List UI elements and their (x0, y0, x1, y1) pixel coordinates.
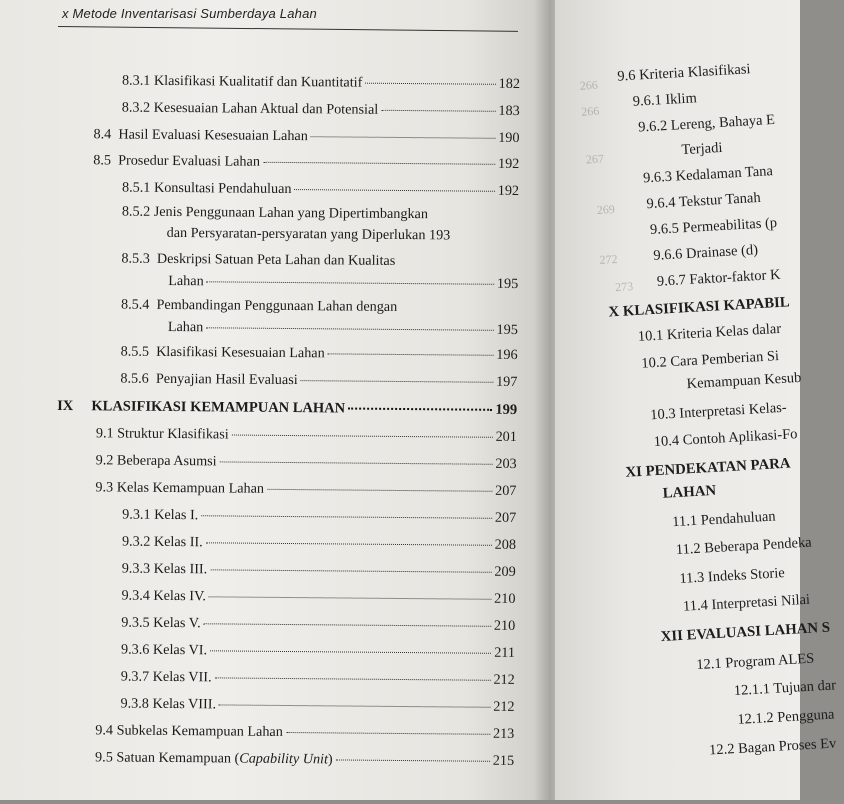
toc-entry: 9.3.4 Kelas IV. 210 (121, 587, 516, 607)
dot-leader (210, 569, 491, 572)
dot-leader (381, 110, 495, 112)
dot-leader (295, 189, 495, 192)
dot-leader (206, 542, 492, 545)
dot-leader (301, 380, 493, 383)
page-number: 195 (496, 321, 518, 339)
toc-entry: 9.3.2 Kelas II. 208 (121, 533, 517, 553)
dot-leader (311, 136, 495, 139)
toc-entry: 9.3.5 Kelas V. 210 (121, 614, 516, 634)
dot-leader (348, 408, 492, 411)
toc-entry: 9.6 Kriteria Klasifikasi (616, 61, 751, 85)
toc-entry-line: 8.5.2 Jenis Penggunaan Lahan yang Dipertimbangkan (121, 203, 429, 223)
bleed-through-number: 267 (585, 151, 605, 167)
toc-entry: Lahan 195 (167, 318, 518, 339)
toc-entry: 9.6.3 Kedalaman Tana (642, 163, 774, 187)
dot-leader (220, 461, 493, 464)
toc-entry: Lahan 195 (168, 272, 519, 293)
toc-entry: 9.6.4 Tekstur Tanah (646, 189, 762, 213)
page-number: 212 (493, 698, 515, 715)
toc-entry: Terjadi (681, 139, 723, 159)
toc-entry: 10.1 Kriteria Kelas dalar (637, 320, 782, 345)
page-number: 183 (498, 102, 520, 120)
toc-entry: 10.4 Contoh Aplikasi-Fo (653, 426, 798, 451)
bleed-through-number: 266 (579, 77, 599, 93)
chapter-heading-line2: LAHAN (662, 482, 717, 502)
page-number: 211 (494, 644, 516, 661)
bleed-through-number: 272 (599, 251, 618, 267)
toc-entry: 11.1 Pendahuluan (671, 508, 776, 531)
toc-entry: 9.5 Satuan Kemampuan ( Capability Unit ) 215 (95, 749, 515, 769)
toc-entry: 9.1 Struktur Klasifikasi 201 (95, 425, 517, 446)
toc-entry: 11.4 Interpretasi Nilai (682, 591, 811, 615)
toc-entry: 9.3.1 Kelas I. 207 (122, 506, 517, 526)
page-number: 207 (495, 482, 517, 499)
toc-entry: 9.3.7 Kelas VII. 212 (120, 668, 515, 688)
page-number: 208 (494, 536, 517, 553)
page-number: 212 (493, 671, 515, 688)
chapter-heading: IX KLASIFIKASI KEMAMPUAN LAHAN 199 (57, 397, 518, 419)
toc-entry: 12.1.1 Tujuan dar (733, 677, 837, 700)
toc-entry: 9.4 Subkelas Kemampuan Lahan 213 (95, 722, 515, 742)
dot-leader (201, 515, 492, 519)
toc-entry: 9.3.3 Kelas III. 209 (121, 560, 516, 580)
dot-leader (209, 596, 491, 599)
toc-entry: 10.3 Interpretasi Kelas- (649, 399, 788, 424)
toc-entry: 8.3.1 Klasifikasi Kualitatif dan Kuantitatif 182 (121, 72, 521, 93)
toc-entry: 8.5 Prosedur Evaluasi Lahan 192 (93, 152, 520, 173)
dot-leader (207, 281, 494, 285)
dot-leader (267, 489, 492, 492)
chapter-heading: XI PENDEKATAN PARA (625, 455, 791, 481)
page-number: 210 (493, 617, 516, 634)
page-number: 192 (497, 182, 520, 200)
dot-leader (204, 623, 491, 627)
bleed-through-number: 273 (614, 279, 634, 295)
toc-entry: 11.3 Indeks Storie (679, 565, 786, 587)
toc-entry: 9.6.6 Drainase (d) (652, 242, 759, 264)
toc-entry: 11.2 Beberapa Pendeka (675, 534, 813, 559)
page-number: 192 (497, 155, 520, 173)
dot-leader (328, 353, 494, 355)
dot-leader (232, 435, 493, 438)
toc-entry: Kemampuan Kesub (686, 369, 802, 393)
toc-entry: 12.1 Program ALES (695, 650, 815, 674)
right-page (555, 0, 837, 800)
toc-entry: 9.6.5 Permeabilitas (p (649, 214, 778, 239)
dot-leader (215, 677, 491, 680)
toc-entry: 9.3.8 Kelas VIII. 212 (120, 695, 515, 715)
toc-entry: 12.2 Bagan Proses Ev (708, 735, 837, 759)
page-number: 197 (496, 373, 518, 391)
page-number: 213 (492, 725, 515, 742)
chapter-heading: X KLASIFIKASI KAPABIL (608, 294, 791, 321)
dot-leader (219, 704, 490, 707)
toc-entry-line: 8.5.3 Deskripsi Satuan Peta Lahan dan Kualitas (121, 250, 396, 269)
right-table-of-contents (555, 0, 844, 799)
page-number: 199 (495, 401, 518, 419)
toc-entry: 8.5.1 Konsultasi Pendahuluan 192 (121, 179, 520, 200)
toc-entry: 8.5.5 Klasifikasi Kesesuaian Lahan 196 (120, 343, 518, 364)
toc-entry: 9.3 Kelas Kemampuan Lahan 207 (95, 479, 517, 499)
toc-entry: 8.4 Hasil Evaluasi Kesesuaian Lahan 190 (93, 126, 520, 147)
page-number: 193 (428, 227, 451, 244)
dot-leader (336, 759, 490, 761)
toc-entry: 9.6.1 Iklim (632, 90, 698, 110)
page-number: 196 (496, 346, 518, 364)
toc-entry: 9.6.2 Lereng, Bahaya E (637, 111, 776, 136)
page-number: 215 (492, 752, 515, 769)
dot-leader (263, 162, 495, 165)
chapter-heading: XII EVALUASI LAHAN S (660, 619, 831, 646)
page-number: 201 (495, 428, 517, 446)
page-number: 209 (494, 563, 516, 580)
dot-leader (286, 732, 490, 735)
running-header: x Metode Inventarisasi Sumberdaya Lahan (62, 6, 317, 21)
page-number: 207 (494, 509, 517, 526)
dot-leader (210, 650, 491, 653)
toc-entry: 10.2 Cara Pemberian Si (640, 348, 780, 372)
page-number: 195 (496, 275, 519, 293)
toc-entry: 8.5.6 Penyajian Hasil Evaluasi 197 (120, 370, 518, 391)
page-number: 203 (495, 455, 517, 472)
page-number: 182 (498, 75, 521, 93)
toc-entry: 12.1.2 Pengguna (737, 706, 835, 728)
dot-leader (365, 83, 495, 85)
bleed-through-number: 269 (596, 202, 616, 217)
toc-entry: 9.2 Beberapa Asumsi 203 (95, 452, 517, 472)
toc-entry: 8.3.2 Kesesuaian Lahan Aktual dan Potensial 183 (121, 99, 520, 120)
bleed-through-number: 266 (580, 103, 600, 119)
dot-leader (206, 327, 493, 331)
toc-entry: 9.3.6 Kelas VI. 211 (120, 641, 516, 661)
toc-entry: dan Persyaratan-persyaratan yang Diperlukan 193 (166, 224, 451, 244)
page-number: 210 (494, 590, 516, 607)
toc-entry-line: 8.5.4 Pembandingan Penggunaan Lahan dengan (120, 296, 398, 315)
page-number: 190 (498, 129, 520, 147)
toc-entry: 9.6.7 Faktor-faktor K (656, 266, 781, 290)
